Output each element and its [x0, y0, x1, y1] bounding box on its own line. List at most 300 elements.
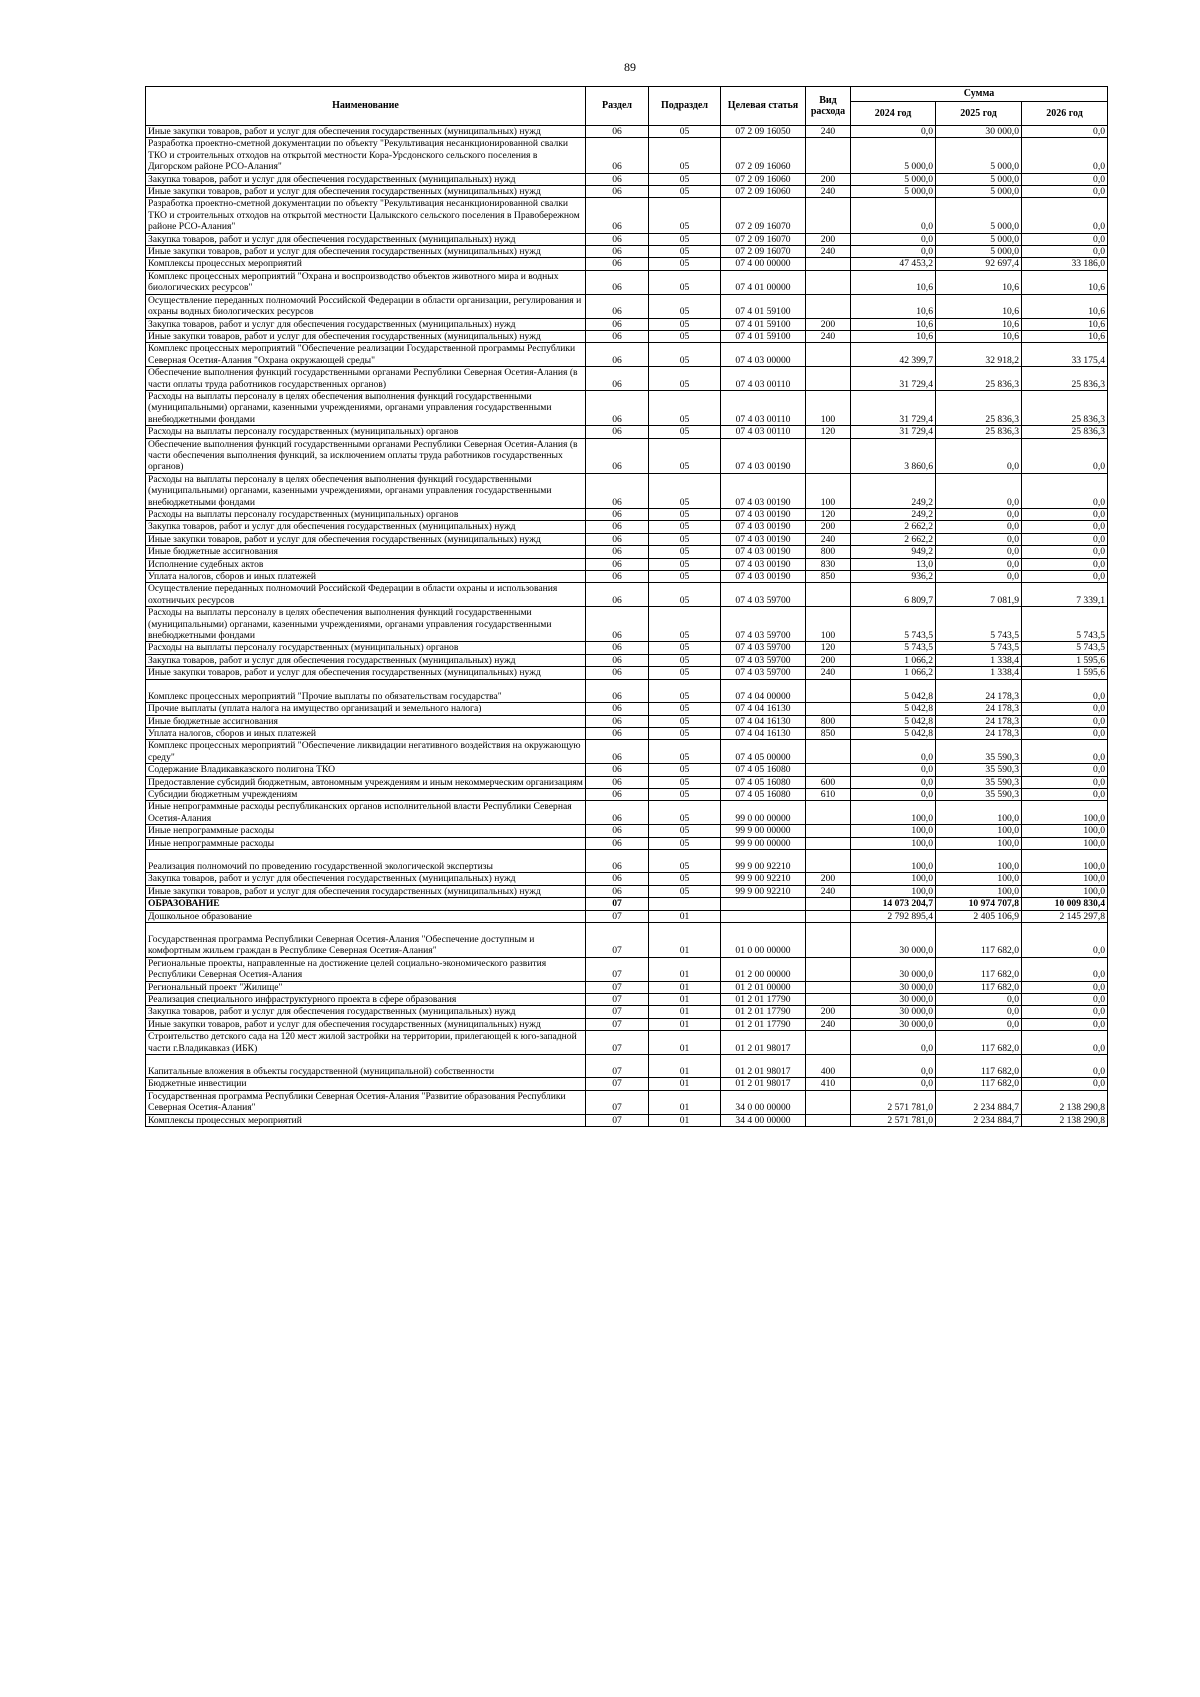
row-razdel: 06 — [586, 583, 649, 607]
row-razdel: 06 — [586, 533, 649, 545]
row-razdel: 06 — [586, 740, 649, 764]
row-target: 07 4 05 16080 — [721, 788, 806, 800]
table-row — [146, 533, 1108, 545]
row-target: 07 4 04 16130 — [721, 703, 806, 715]
row-sum-2026: 0,0 — [1022, 246, 1108, 258]
row-sum-2026: 0,0 — [1022, 981, 1108, 993]
row-target: 07 4 03 00190 — [721, 533, 806, 545]
row-vid: 120 — [806, 642, 851, 654]
row-razdel: 06 — [586, 330, 649, 342]
row-vid: 240 — [806, 667, 851, 679]
row-target: 99 9 00 92210 — [721, 849, 806, 872]
row-target: 07 4 04 16130 — [721, 727, 806, 739]
row-vid — [806, 898, 851, 910]
budget-table — [145, 86, 1108, 1127]
row-podrazdel: 05 — [649, 654, 721, 666]
row-razdel: 06 — [586, 509, 649, 521]
row-target: 01 2 00 00000 — [721, 957, 806, 981]
row-sum-2025: 35 590,3 — [936, 776, 1022, 788]
row-podrazdel: 05 — [649, 294, 721, 318]
row-sum-2024: 3 860,6 — [851, 438, 936, 473]
row-sum-2026: 100,0 — [1022, 801, 1108, 825]
row-name: Обеспечение выполнения функций государственными органами Республики Северная Осетия-Алания (в части оплаты труда работников государственных органов) — [146, 367, 586, 391]
row-name: Иные непрограммные расходы республиканских органов исполнительной власти Республики Северная Осетия-Алания — [146, 801, 586, 825]
row-sum-2025: 5 000,0 — [936, 186, 1022, 198]
row-razdel: 07 — [586, 1055, 649, 1078]
row-target: 34 4 00 00000 — [721, 1114, 806, 1126]
row-razdel: 07 — [586, 1018, 649, 1030]
table-row — [146, 509, 1108, 521]
row-vid — [806, 994, 851, 1006]
row-target: 07 4 03 59700 — [721, 667, 806, 679]
row-vid: 200 — [806, 654, 851, 666]
row-podrazdel: 05 — [649, 801, 721, 825]
row-sum-2024: 14 073 204,7 — [851, 898, 936, 910]
row-sum-2025: 100,0 — [936, 825, 1022, 837]
table-row — [146, 330, 1108, 342]
row-sum-2024: 100,0 — [851, 837, 936, 849]
row-sum-2025: 35 590,3 — [936, 788, 1022, 800]
row-podrazdel: 01 — [649, 1018, 721, 1030]
row-sum-2026: 0,0 — [1022, 571, 1108, 583]
row-vid — [806, 910, 851, 922]
row-razdel: 06 — [586, 138, 649, 173]
row-razdel: 06 — [586, 367, 649, 391]
table-row — [146, 1078, 1108, 1090]
table-row — [146, 607, 1108, 642]
row-sum-2024: 100,0 — [851, 873, 936, 885]
row-razdel: 07 — [586, 1090, 649, 1114]
row-sum-2024: 5 042,8 — [851, 727, 936, 739]
row-sum-2026: 2 138 290,8 — [1022, 1090, 1108, 1114]
row-sum-2024: 30 000,0 — [851, 923, 936, 958]
row-sum-2024: 2 571 781,0 — [851, 1114, 936, 1126]
row-sum-2025: 0,0 — [936, 546, 1022, 558]
row-razdel: 06 — [586, 473, 649, 508]
table-row — [146, 957, 1108, 981]
table-row — [146, 1031, 1108, 1055]
row-podrazdel: 01 — [649, 1090, 721, 1114]
row-sum-2025: 100,0 — [936, 885, 1022, 897]
row-name: Комплексы процессных мероприятий — [146, 1114, 586, 1126]
row-target: 07 4 01 59100 — [721, 330, 806, 342]
row-vid — [806, 923, 851, 958]
row-target: 07 4 04 00000 — [721, 679, 806, 702]
row-sum-2026: 0,0 — [1022, 740, 1108, 764]
row-podrazdel: 05 — [649, 258, 721, 270]
row-razdel: 06 — [586, 642, 649, 654]
table-row — [146, 1114, 1108, 1126]
table-row — [146, 294, 1108, 318]
row-sum-2026: 0,0 — [1022, 546, 1108, 558]
row-sum-2024: 0,0 — [851, 1055, 936, 1078]
row-sum-2026: 0,0 — [1022, 533, 1108, 545]
row-sum-2026: 0,0 — [1022, 923, 1108, 958]
row-sum-2024: 10,6 — [851, 270, 936, 294]
row-sum-2026: 0,0 — [1022, 679, 1108, 702]
row-sum-2025: 10,6 — [936, 330, 1022, 342]
row-sum-2024: 5 743,5 — [851, 607, 936, 642]
row-sum-2025: 0,0 — [936, 994, 1022, 1006]
row-podrazdel: 01 — [649, 957, 721, 981]
row-sum-2024: 10,6 — [851, 318, 936, 330]
table-row — [146, 994, 1108, 1006]
row-razdel: 06 — [586, 318, 649, 330]
row-name: Комплекс процессных мероприятий "Прочие выплаты по обязательствам государства" — [146, 679, 586, 702]
row-name: Обеспечение выполнения функций государственными органами Республики Северная Осетия-Алания (в части обеспечения выполнения функций, за исключением оплаты труда работников государственных органов) — [146, 438, 586, 473]
row-razdel: 07 — [586, 923, 649, 958]
row-sum-2024: 100,0 — [851, 825, 936, 837]
row-podrazdel: 05 — [649, 330, 721, 342]
table-row — [146, 473, 1108, 508]
row-name: Иные закупки товаров, работ и услуг для обеспечения государственных (муниципальных) нужд — [146, 885, 586, 897]
row-sum-2025: 25 836,3 — [936, 426, 1022, 438]
row-podrazdel: 01 — [649, 981, 721, 993]
row-sum-2024: 5 000,0 — [851, 173, 936, 185]
row-name: Закупка товаров, работ и услуг для обеспечения государственных (муниципальных) нужд — [146, 521, 586, 533]
row-target: 01 0 00 00000 — [721, 923, 806, 958]
table-row — [146, 1018, 1108, 1030]
row-sum-2026: 5 743,5 — [1022, 607, 1108, 642]
row-sum-2026: 0,0 — [1022, 727, 1108, 739]
row-sum-2024: 0,0 — [851, 1078, 936, 1090]
row-sum-2025: 0,0 — [936, 473, 1022, 508]
row-sum-2026: 0,0 — [1022, 1078, 1108, 1090]
table-row — [146, 318, 1108, 330]
row-sum-2026: 0,0 — [1022, 438, 1108, 473]
row-sum-2026: 0,0 — [1022, 126, 1108, 138]
row-sum-2024: 5 000,0 — [851, 186, 936, 198]
table-row — [146, 981, 1108, 993]
row-sum-2025: 10,6 — [936, 294, 1022, 318]
table-row — [146, 898, 1108, 910]
row-sum-2026: 7 339,1 — [1022, 583, 1108, 607]
table-row — [146, 764, 1108, 776]
row-vid: 600 — [806, 776, 851, 788]
row-sum-2026: 0,0 — [1022, 1031, 1108, 1055]
row-sum-2026: 1 595,6 — [1022, 667, 1108, 679]
row-sum-2024: 5 042,8 — [851, 703, 936, 715]
row-podrazdel: 05 — [649, 318, 721, 330]
row-razdel: 06 — [586, 246, 649, 258]
table-row — [146, 667, 1108, 679]
row-target: 07 4 03 00190 — [721, 473, 806, 508]
row-sum-2026: 33 175,4 — [1022, 343, 1108, 367]
table-row — [146, 246, 1108, 258]
row-target: 07 4 03 00110 — [721, 426, 806, 438]
row-sum-2024: 47 453,2 — [851, 258, 936, 270]
row-sum-2026: 10 009 830,4 — [1022, 898, 1108, 910]
row-sum-2025: 1 338,4 — [936, 667, 1022, 679]
row-target: 07 4 03 59700 — [721, 607, 806, 642]
row-sum-2024: 1 066,2 — [851, 654, 936, 666]
row-vid — [806, 583, 851, 607]
row-sum-2024: 0,0 — [851, 233, 936, 245]
row-razdel: 07 — [586, 1114, 649, 1126]
row-sum-2025: 7 081,9 — [936, 583, 1022, 607]
row-sum-2025: 100,0 — [936, 801, 1022, 825]
row-vid — [806, 1114, 851, 1126]
table-row — [146, 849, 1108, 872]
row-vid — [806, 849, 851, 872]
row-sum-2025: 10,6 — [936, 270, 1022, 294]
table-row — [146, 233, 1108, 245]
row-podrazdel: 05 — [649, 583, 721, 607]
row-sum-2025: 5 743,5 — [936, 607, 1022, 642]
row-sum-2024: 31 729,4 — [851, 426, 936, 438]
row-target: 07 2 09 16060 — [721, 186, 806, 198]
row-sum-2026: 0,0 — [1022, 521, 1108, 533]
row-vid: 240 — [806, 330, 851, 342]
row-podrazdel: 05 — [649, 367, 721, 391]
row-target: 07 4 03 00190 — [721, 558, 806, 570]
row-sum-2026: 1 595,6 — [1022, 654, 1108, 666]
row-sum-2024: 0,0 — [851, 246, 936, 258]
row-sum-2025: 2 234 884,7 — [936, 1114, 1022, 1126]
col-header-target: Целевая статья — [721, 87, 806, 126]
row-razdel: 06 — [586, 764, 649, 776]
row-razdel: 06 — [586, 521, 649, 533]
row-sum-2024: 100,0 — [851, 885, 936, 897]
row-target: 01 2 01 98017 — [721, 1078, 806, 1090]
row-podrazdel: 05 — [649, 186, 721, 198]
row-sum-2024: 42 399,7 — [851, 343, 936, 367]
row-sum-2024: 249,2 — [851, 473, 936, 508]
row-sum-2026: 0,0 — [1022, 509, 1108, 521]
row-podrazdel: 05 — [649, 571, 721, 583]
table-row — [146, 258, 1108, 270]
row-razdel: 06 — [586, 173, 649, 185]
row-name: Иные закупки товаров, работ и услуг для обеспечения государственных (муниципальных) нужд — [146, 667, 586, 679]
row-sum-2026: 0,0 — [1022, 558, 1108, 570]
row-vid: 240 — [806, 533, 851, 545]
row-target: 07 4 03 00190 — [721, 571, 806, 583]
row-name: Иные закупки товаров, работ и услуг для обеспечения государственных (муниципальных) нужд — [146, 126, 586, 138]
row-vid: 800 — [806, 546, 851, 558]
row-vid: 240 — [806, 126, 851, 138]
row-sum-2026: 25 836,3 — [1022, 390, 1108, 425]
row-sum-2026: 0,0 — [1022, 957, 1108, 981]
row-podrazdel: 05 — [649, 873, 721, 885]
row-vid: 850 — [806, 727, 851, 739]
row-vid: 200 — [806, 318, 851, 330]
row-sum-2026: 100,0 — [1022, 873, 1108, 885]
row-name: Расходы на выплаты персоналу в целях обеспечения выполнения функций государственными (муниципальными) органами, казенными учреждениями, органами управления государственными внебюджетными фондами — [146, 390, 586, 425]
row-vid — [806, 679, 851, 702]
table-row — [146, 1006, 1108, 1018]
row-sum-2025: 0,0 — [936, 1018, 1022, 1030]
row-sum-2026: 100,0 — [1022, 885, 1108, 897]
row-name: Строительство детского сада на 120 мест жилой застройки на территории, прилегающей к юго-западной части г.Владикавказ (ИБК) — [146, 1031, 586, 1055]
row-name: Комплекс процессных мероприятий "Обеспечение реализации Государственной программы Республики Северная Осетия-Алания "Охрана окружающей среды" — [146, 343, 586, 367]
row-vid: 100 — [806, 607, 851, 642]
row-sum-2024: 10,6 — [851, 330, 936, 342]
row-name: Иные закупки товаров, работ и услуг для обеспечения государственных (муниципальных) нужд — [146, 533, 586, 545]
row-name: Региональные проекты, направленные на достижение целей социально-экономического развития Республики Северная Осетия-Алания — [146, 957, 586, 981]
row-name: Комплексы процессных мероприятий — [146, 258, 586, 270]
row-target: 01 2 01 17790 — [721, 1006, 806, 1018]
row-sum-2026: 25 836,3 — [1022, 426, 1108, 438]
row-target: 07 2 09 16070 — [721, 246, 806, 258]
row-podrazdel: 05 — [649, 246, 721, 258]
row-sum-2024: 31 729,4 — [851, 367, 936, 391]
col-header-podrazdel: Подраздел — [649, 87, 721, 126]
row-vid — [806, 367, 851, 391]
row-podrazdel: 05 — [649, 138, 721, 173]
row-target: 01 2 01 98017 — [721, 1055, 806, 1078]
row-target: 99 9 00 00000 — [721, 837, 806, 849]
row-name: Иные закупки товаров, работ и услуг для обеспечения государственных (муниципальных) нужд — [146, 186, 586, 198]
row-podrazdel: 05 — [649, 849, 721, 872]
row-sum-2025: 5 000,0 — [936, 246, 1022, 258]
row-target: 07 4 05 00000 — [721, 740, 806, 764]
row-podrazdel: 05 — [649, 776, 721, 788]
row-sum-2025: 5 000,0 — [936, 233, 1022, 245]
row-sum-2025: 5 000,0 — [936, 138, 1022, 173]
row-razdel: 06 — [586, 294, 649, 318]
row-sum-2024: 0,0 — [851, 788, 936, 800]
table-row — [146, 198, 1108, 233]
row-razdel: 06 — [586, 390, 649, 425]
row-sum-2025: 0,0 — [936, 521, 1022, 533]
row-razdel: 06 — [586, 849, 649, 872]
row-name: Комплекс процессных мероприятий "Обеспечение ликвидации негативного воздействия на окружающую среду" — [146, 740, 586, 764]
table-row — [146, 837, 1108, 849]
row-sum-2026: 0,0 — [1022, 994, 1108, 1006]
row-sum-2025: 0,0 — [936, 438, 1022, 473]
row-razdel: 07 — [586, 981, 649, 993]
row-name: Расходы на выплаты персоналу в целях обеспечения выполнения функций государственными (муниципальными) органами, казенными учреждениями, органами управления государственными внебюджетными фондами — [146, 607, 586, 642]
row-sum-2025: 117 682,0 — [936, 1055, 1022, 1078]
row-name: Предоставление субсидий бюджетным, автономным учреждениям и иным некоммерческим организациям — [146, 776, 586, 788]
row-vid — [806, 703, 851, 715]
row-sum-2025: 117 682,0 — [936, 923, 1022, 958]
row-razdel: 06 — [586, 198, 649, 233]
row-vid: 240 — [806, 1018, 851, 1030]
row-vid: 200 — [806, 173, 851, 185]
table-row — [146, 521, 1108, 533]
row-podrazdel: 05 — [649, 533, 721, 545]
row-name: Исполнение судебных актов — [146, 558, 586, 570]
row-sum-2026: 0,0 — [1022, 1055, 1108, 1078]
row-name: Разработка проектно-сметной документации по объекту "Рекультивация несанкционированной свалки ТКО и строительных отходов на открытой местности Цалыкского сельского поселения в Правобережном районе РСО-Алания" — [146, 198, 586, 233]
row-vid: 200 — [806, 233, 851, 245]
table-row — [146, 703, 1108, 715]
row-sum-2026: 100,0 — [1022, 849, 1108, 872]
row-vid — [806, 138, 851, 173]
row-podrazdel: 01 — [649, 1114, 721, 1126]
row-target: 07 4 01 59100 — [721, 318, 806, 330]
table-row — [146, 873, 1108, 885]
row-target: 07 4 03 59700 — [721, 642, 806, 654]
row-razdel: 07 — [586, 910, 649, 922]
row-sum-2025: 32 918,2 — [936, 343, 1022, 367]
row-razdel: 06 — [586, 438, 649, 473]
row-name: Закупка товаров, работ и услуг для обеспечения государственных (муниципальных) нужд — [146, 173, 586, 185]
row-razdel: 06 — [586, 715, 649, 727]
table-row — [146, 426, 1108, 438]
row-podrazdel: 05 — [649, 667, 721, 679]
table-row — [146, 727, 1108, 739]
table-row — [146, 801, 1108, 825]
row-podrazdel: 05 — [649, 473, 721, 508]
row-sum-2025: 24 178,3 — [936, 727, 1022, 739]
row-razdel: 06 — [586, 837, 649, 849]
row-name: Осуществление переданных полномочий Российской Федерации в области охраны и использования охотничьих ресурсов — [146, 583, 586, 607]
row-podrazdel: 05 — [649, 837, 721, 849]
table-row — [146, 776, 1108, 788]
row-sum-2025: 25 836,3 — [936, 367, 1022, 391]
row-vid — [806, 258, 851, 270]
table-body — [146, 126, 1108, 1127]
row-sum-2025: 0,0 — [936, 1006, 1022, 1018]
col-header-2025: 2025 год — [936, 102, 1022, 126]
row-target — [721, 898, 806, 910]
row-name: Уплата налогов, сборов и иных платежей — [146, 727, 586, 739]
col-header-2024: 2024 год — [851, 102, 936, 126]
row-sum-2024: 1 066,2 — [851, 667, 936, 679]
row-sum-2026: 100,0 — [1022, 837, 1108, 849]
row-vid: 120 — [806, 426, 851, 438]
table-row — [146, 642, 1108, 654]
row-sum-2024: 0,0 — [851, 740, 936, 764]
table-row — [146, 343, 1108, 367]
table-row — [146, 138, 1108, 173]
row-sum-2024: 30 000,0 — [851, 981, 936, 993]
row-sum-2026: 25 836,3 — [1022, 367, 1108, 391]
row-sum-2025: 0,0 — [936, 558, 1022, 570]
row-podrazdel: 05 — [649, 546, 721, 558]
row-name: Комплекс процессных мероприятий "Охрана и воспроизводство объектов животного мира и водных биологических ресурсов" — [146, 270, 586, 294]
row-podrazdel: 01 — [649, 923, 721, 958]
table-row — [146, 1090, 1108, 1114]
row-sum-2026: 2 138 290,8 — [1022, 1114, 1108, 1126]
row-razdel: 06 — [586, 679, 649, 702]
row-razdel: 07 — [586, 1078, 649, 1090]
row-name: Закупка товаров, работ и услуг для обеспечения государственных (муниципальных) нужд — [146, 233, 586, 245]
row-podrazdel: 05 — [649, 233, 721, 245]
row-podrazdel: 01 — [649, 1006, 721, 1018]
row-target: 01 2 01 17790 — [721, 1018, 806, 1030]
row-sum-2024: 30 000,0 — [851, 957, 936, 981]
row-sum-2025: 5 000,0 — [936, 198, 1022, 233]
row-target: 99 0 00 00000 — [721, 801, 806, 825]
row-vid — [806, 1090, 851, 1114]
col-header-2026: 2026 год — [1022, 102, 1108, 126]
row-sum-2024: 13,0 — [851, 558, 936, 570]
row-podrazdel: 05 — [649, 825, 721, 837]
row-sum-2024: 6 809,7 — [851, 583, 936, 607]
row-sum-2024: 2 792 895,4 — [851, 910, 936, 922]
row-vid: 400 — [806, 1055, 851, 1078]
row-target: 07 4 05 16080 — [721, 764, 806, 776]
row-razdel: 07 — [586, 1006, 649, 1018]
row-podrazdel: 05 — [649, 764, 721, 776]
row-razdel: 06 — [586, 825, 649, 837]
page-number: 89 — [624, 60, 636, 74]
row-podrazdel: 05 — [649, 679, 721, 702]
row-sum-2024: 30 000,0 — [851, 1006, 936, 1018]
row-name: Иные бюджетные ассигнования — [146, 546, 586, 558]
row-name: Региональный проект "Жилище" — [146, 981, 586, 993]
row-sum-2025: 0,0 — [936, 571, 1022, 583]
row-razdel: 07 — [586, 994, 649, 1006]
row-sum-2026: 10,6 — [1022, 270, 1108, 294]
row-sum-2026: 0,0 — [1022, 776, 1108, 788]
row-vid — [806, 740, 851, 764]
table-row — [146, 270, 1108, 294]
row-sum-2026: 0,0 — [1022, 788, 1108, 800]
